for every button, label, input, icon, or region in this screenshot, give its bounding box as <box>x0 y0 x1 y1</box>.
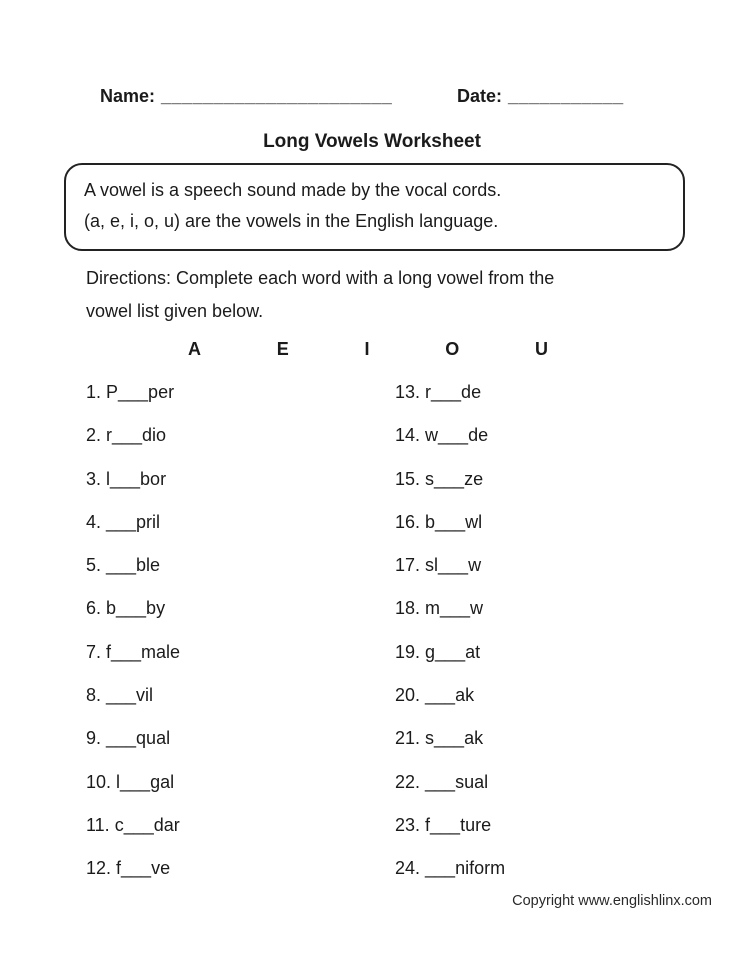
item-word-with-blank: l___gal <box>116 771 175 792</box>
exercise-item <box>395 631 505 674</box>
directions-text <box>86 262 666 328</box>
item-number: 10. <box>86 771 112 792</box>
exercise-item <box>395 458 505 501</box>
exercise-item <box>395 371 505 414</box>
item-number: 5. <box>86 555 102 576</box>
item-word-with-blank: sl___w <box>425 555 482 576</box>
item-number: 21. <box>395 728 421 749</box>
item-word-with-blank: ___vil <box>106 685 154 706</box>
exercise-item <box>395 501 505 544</box>
definition-line-1: A vowel is a speech sound made by the vocal cords. <box>84 180 502 200</box>
exercise-item <box>395 587 505 630</box>
item-number: 3. <box>86 468 102 489</box>
exercise-item <box>86 761 180 804</box>
item-word-with-blank: r___dio <box>106 425 167 446</box>
item-word-with-blank: c___dar <box>114 814 180 835</box>
exercise-item <box>86 544 180 587</box>
item-word-with-blank: w___de <box>425 425 489 446</box>
item-word-with-blank: ___qual <box>106 728 171 749</box>
item-number: 24. <box>395 858 421 879</box>
item-word-with-blank: m___w <box>425 598 484 619</box>
date-label: Date: <box>457 86 503 106</box>
item-number: 6. <box>86 598 102 619</box>
exercise-item <box>86 587 180 630</box>
item-number: 7. <box>86 641 102 662</box>
exercise-item <box>395 804 505 847</box>
name-label: Name: <box>100 86 156 106</box>
item-word-with-blank: b___wl <box>425 511 483 532</box>
exercise-item <box>86 717 180 760</box>
item-word-with-blank: l___bor <box>106 468 167 489</box>
item-number: 19. <box>395 641 421 662</box>
vowel-a: A <box>188 339 201 359</box>
date-field-group <box>457 86 624 107</box>
item-number: 4. <box>86 511 102 532</box>
name-field-group <box>100 86 392 107</box>
item-number: 2. <box>86 425 102 446</box>
item-number: 23. <box>395 814 421 835</box>
item-word-with-blank: s___ze <box>425 468 484 489</box>
item-number: 1. <box>86 382 102 402</box>
item-word-with-blank: f___ture <box>425 814 492 835</box>
item-number: 20. <box>395 685 421 706</box>
exercise-item <box>86 674 180 717</box>
exercise-item <box>395 544 505 587</box>
vowel-e: E <box>276 339 289 359</box>
exercise-item <box>395 674 505 717</box>
item-number: 22. <box>395 771 421 792</box>
exercise-item <box>86 371 180 414</box>
vowel-i: I <box>364 339 370 359</box>
exercise-item <box>86 804 180 847</box>
copyright-text: Copyright www.englishlinx.com <box>512 893 712 909</box>
item-word-with-blank: b___by <box>106 598 166 619</box>
exercise-column-left <box>86 371 180 891</box>
item-word-with-blank: f___ve <box>116 858 171 879</box>
item-number: 11. <box>86 814 110 835</box>
page-title: Long Vowels Worksheet <box>263 131 481 152</box>
item-number: 18. <box>395 598 421 619</box>
item-number: 9. <box>86 728 102 749</box>
exercise-item <box>395 414 505 457</box>
vowel-definition-box <box>64 163 685 251</box>
exercise-item <box>395 847 505 890</box>
item-word-with-blank: f___male <box>106 641 181 662</box>
exercise-item <box>395 717 505 760</box>
item-word-with-blank: P___per <box>106 382 175 402</box>
item-word-with-blank: ___ak <box>425 685 475 706</box>
item-number: 15. <box>395 468 421 489</box>
item-word-with-blank: g___at <box>425 641 481 662</box>
exercise-item <box>86 414 180 457</box>
date-blank-line: ___________ <box>508 86 624 106</box>
vowel-o: O <box>445 339 460 359</box>
vowel-list <box>188 339 548 360</box>
name-blank-line: ______________________ <box>161 86 393 106</box>
item-word-with-blank: ___sual <box>425 771 489 792</box>
item-number: 16. <box>395 511 421 532</box>
item-number: 12. <box>86 858 112 879</box>
exercise-item <box>395 761 505 804</box>
item-word-with-blank: ___niform <box>425 858 506 879</box>
exercise-item <box>86 501 180 544</box>
item-number: 17. <box>395 555 421 576</box>
item-number: 14. <box>395 425 421 446</box>
exercise-column-right <box>395 371 505 891</box>
item-word-with-blank: ___ble <box>106 555 161 576</box>
item-word-with-blank: s___ak <box>425 728 484 749</box>
directions-line-2: vowel list given below. <box>86 301 264 321</box>
exercise-item <box>86 847 180 890</box>
item-number: 8. <box>86 685 102 706</box>
definition-line-2: (a, e, i, o, u) are the vowels in the English language. <box>84 211 499 231</box>
exercise-item <box>86 458 180 501</box>
item-number: 13. <box>395 382 421 402</box>
exercise-item <box>86 631 180 674</box>
item-word-with-blank: r___de <box>425 382 482 402</box>
directions-line-1: Directions: Complete each word with a long vowel from the <box>86 268 555 288</box>
item-word-with-blank: ___pril <box>106 511 161 532</box>
vowel-u: U <box>534 339 548 359</box>
